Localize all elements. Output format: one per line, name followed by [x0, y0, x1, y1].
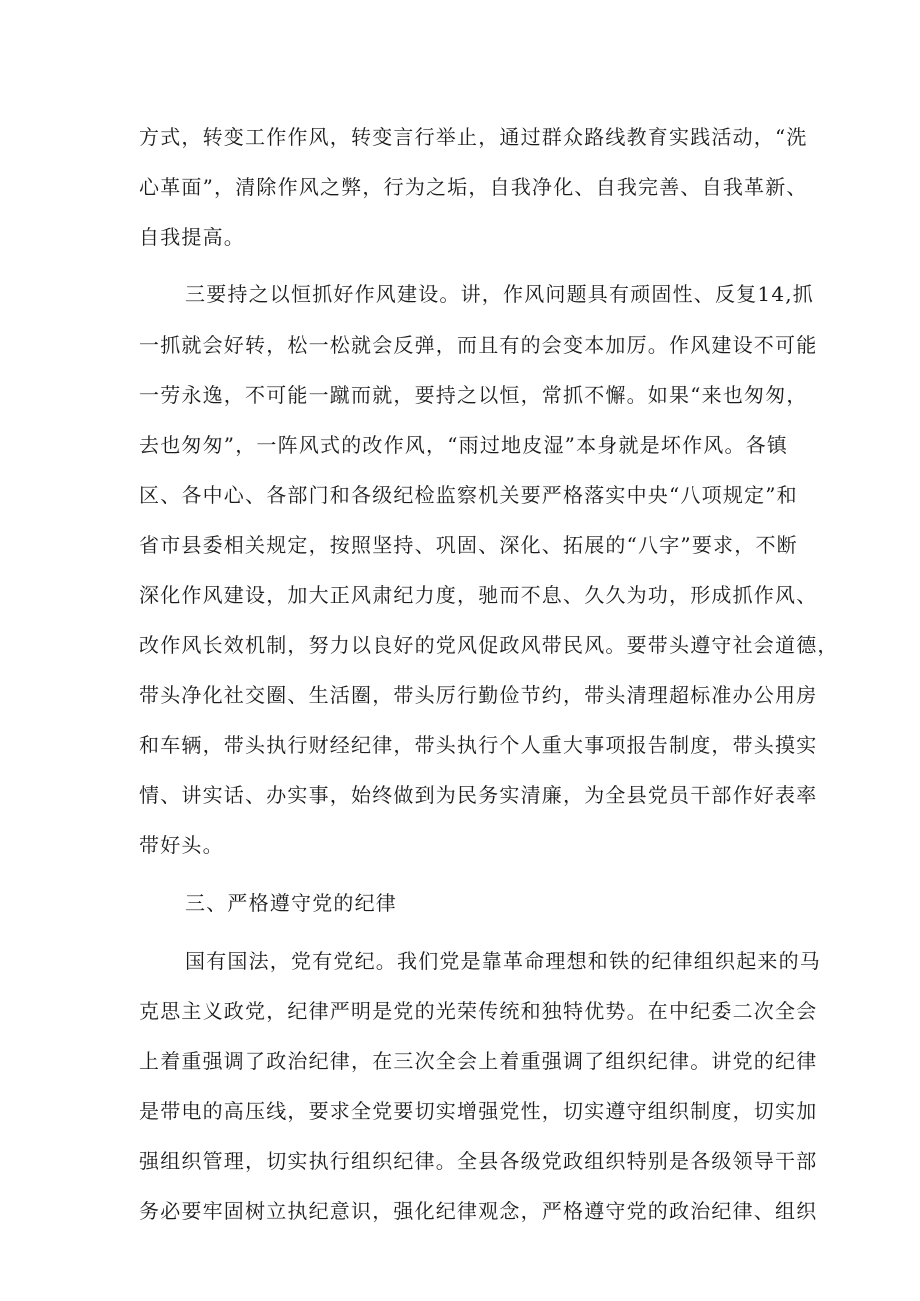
paragraph-first-line: 国有国法，党有党纪。我们党是靠革命理想和铁的纪律组织起来的马 [185, 949, 821, 973]
body-text-line: 上着重强调了政治纪律，在三次全会上着重强调了组织纪律。讲党的纪律 [139, 1049, 818, 1073]
body-text-line: 自我提高。 [139, 225, 245, 249]
body-text-line: 一抓就会好转，松一松就会反弹，而且有的会变本加厉。作风建设不可能 [139, 333, 818, 357]
body-text-line: 克思主义政党，纪律严明是党的光荣传统和独特优势。在中纪委二次全会 [139, 999, 818, 1023]
body-text-line: 方式，转变工作作风，转变言行举止，通过群众路线教育实践活动，“洗 [139, 125, 808, 149]
body-text-line: 带头净化社交圈、生活圈，带头厉行勤俭节约，带头清理超标准办公用房 [139, 683, 818, 707]
body-text-line: 省市县委相关规定，按照坚持、巩固、深化、拓展的“八字”要求，不断 [139, 533, 798, 557]
body-text-line: 去也匆匆”，一阵风式的改作风，“雨过地皮湿”本身就是坏作风。各镇 [139, 433, 789, 457]
body-text-line: 务必要牢固树立执纪意识，强化纪律观念，严格遵守党的政治纪律、组织 [139, 1199, 818, 1223]
paragraph-first-line: 三要持之以恒抓好作风建设。讲，作风问题具有顽固性、反复14,抓 [185, 282, 815, 306]
body-text-line: 强组织管理，切实执行组织纪律。全县各级党政组织特别是各级领导干部 [139, 1149, 818, 1173]
body-text-line: 是带电的高压线，要求全党要切实增强党性，切实遵守组织制度，切实加 [139, 1099, 818, 1123]
body-text-line: 区、各中心、各部门和各级纪检监察机关要严格落实中央“八项规定”和 [139, 483, 798, 507]
body-text-line: 一劳永逸，不可能一蹴而就，要持之以恒，常抓不懈。如果“来也匆匆， [139, 383, 808, 407]
body-text-line: 带好头。 [139, 833, 224, 857]
body-text-line: 深化作风建设，加大正风肃纪力度，驰而不息、久久为功，形成抓作风、 [139, 583, 818, 607]
body-text-line: 改作风长效机制，努力以良好的党风促政风带民风。要带头遵守社会道德， [139, 633, 839, 657]
body-text-line: 心革面”，清除作风之弊，行为之垢，自我净化、自我完善、自我革新、 [139, 175, 808, 199]
body-text-line: 情、讲实话、办实事，始终做到为民务实清廉，为全县党员干部作好表率 [139, 783, 818, 807]
body-text-line: 和车辆，带头执行财经纪律，带头执行个人重大事项报告制度，带头摸实 [139, 733, 818, 757]
section-heading: 三、严格遵守党的纪律 [185, 891, 397, 915]
